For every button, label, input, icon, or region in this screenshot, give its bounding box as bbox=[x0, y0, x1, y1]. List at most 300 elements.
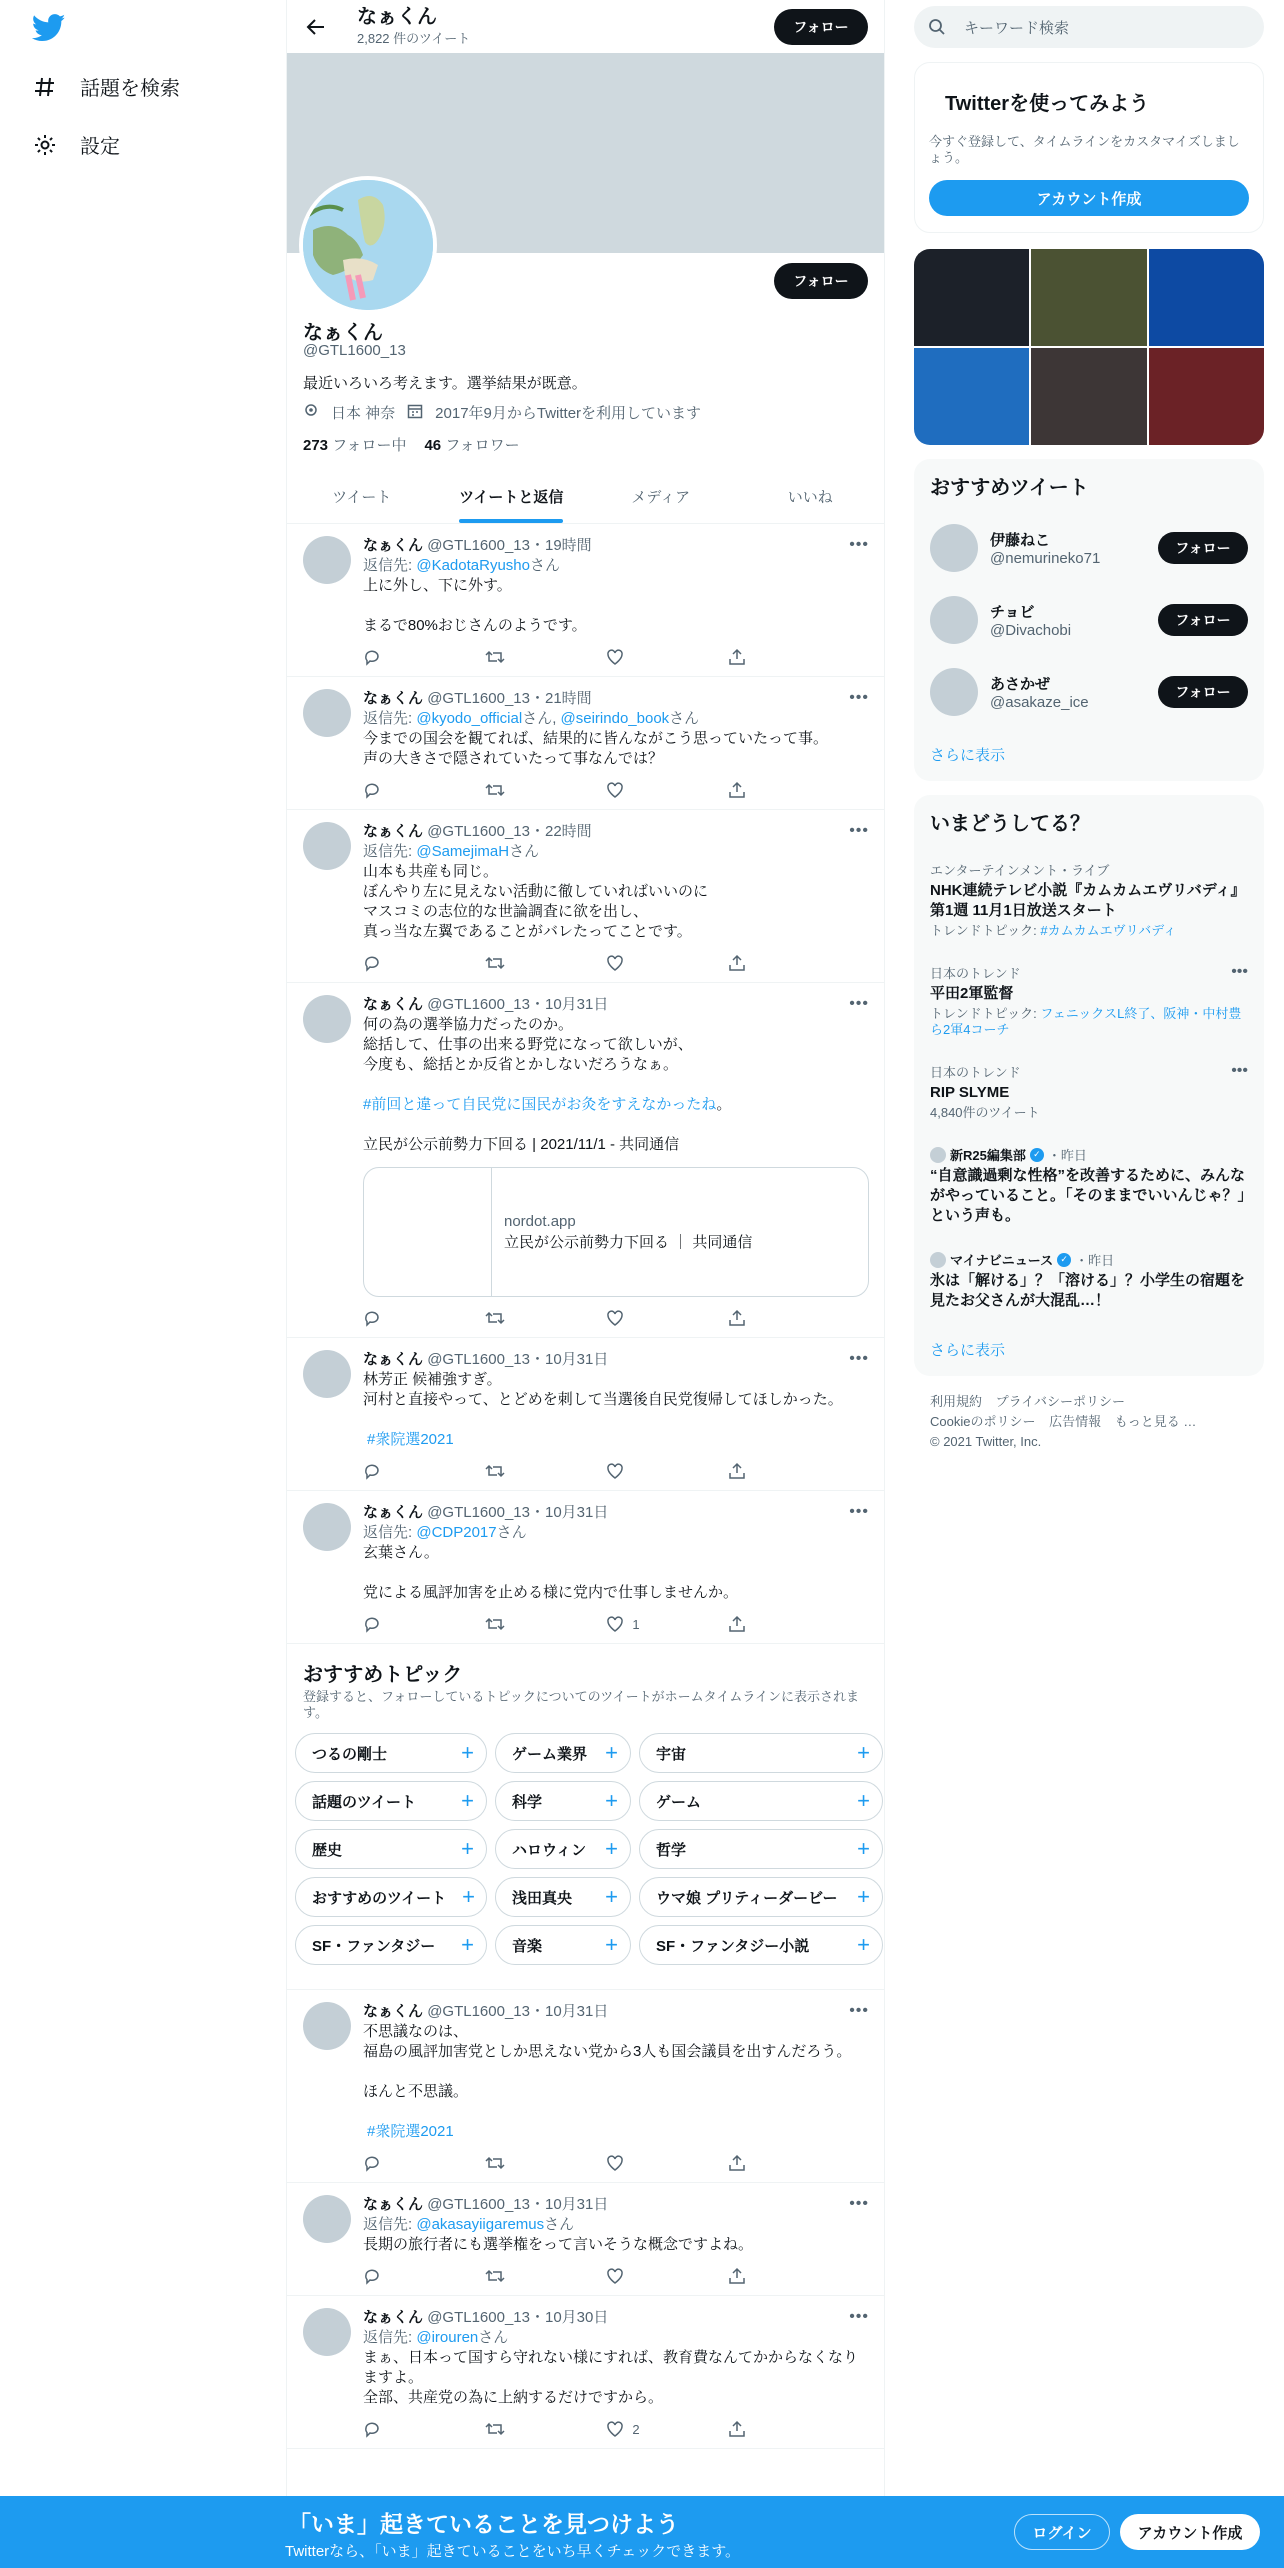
twitter-logo-icon[interactable] bbox=[32, 14, 66, 42]
topic-chip[interactable] bbox=[495, 1781, 631, 1821]
retweet-button[interactable] bbox=[485, 648, 545, 666]
nav-settings[interactable] bbox=[32, 130, 120, 159]
retweet-icon bbox=[485, 954, 505, 972]
nav-explore-label: 話題を検索 bbox=[80, 78, 180, 100]
user-handle: @nemurineko71 bbox=[990, 550, 1101, 567]
tweet-author-handle: @GTL1600_13 bbox=[427, 1504, 530, 1521]
topic-chip[interactable] bbox=[639, 1877, 883, 1917]
media-thumbnail[interactable] bbox=[1031, 249, 1146, 346]
user-name: あさかぜ bbox=[990, 676, 1051, 693]
heart-icon bbox=[606, 781, 624, 799]
tweet-author-name[interactable]: なぁくん bbox=[363, 690, 424, 707]
reply-suffix: さん bbox=[478, 2329, 509, 2346]
reply-icon bbox=[363, 2267, 381, 2285]
tweet-header: なぁくん @GTL1600_13・10月31日 bbox=[363, 1351, 609, 1368]
reply-prefix: 返信先: bbox=[363, 1524, 417, 1541]
tweet-time[interactable]: 10月31日 bbox=[545, 2003, 609, 2020]
tweet[interactable] bbox=[287, 1338, 885, 1491]
retweet-icon bbox=[485, 1309, 505, 1327]
heart-icon bbox=[606, 2154, 624, 2172]
footer-link[interactable]: Cookieのポリシー bbox=[930, 1414, 1036, 1429]
retweet-button[interactable] bbox=[485, 1309, 545, 1327]
reply-mention-link[interactable]: @SamejimaH bbox=[416, 843, 510, 860]
tweet-actions bbox=[363, 1460, 788, 1482]
plus-icon: + bbox=[605, 1836, 618, 1861]
retweet-icon bbox=[485, 2420, 505, 2438]
news-time: ・昨日 bbox=[1075, 1253, 1115, 1268]
tweet-author-name[interactable]: なぁくん bbox=[363, 1504, 424, 1521]
topic-label: ゲーム bbox=[656, 1793, 702, 1811]
tweet-author-name[interactable]: なぁくん bbox=[363, 1351, 424, 1368]
share-button[interactable] bbox=[728, 954, 788, 972]
reply-mention-link[interactable]: @akasayiigaremus bbox=[416, 2216, 545, 2233]
trend-category: 日本のトレンド bbox=[930, 966, 1021, 981]
topic-label: 宇宙 bbox=[656, 1745, 687, 1763]
plus-icon: + bbox=[605, 1932, 618, 1957]
trend-category: 日本のトレンド bbox=[930, 1065, 1021, 1080]
reply-mention-link[interactable]: @kyodo_official bbox=[416, 710, 523, 727]
header-name: なぁくん bbox=[357, 6, 437, 28]
following-count: 273 bbox=[303, 437, 329, 454]
more-icon[interactable]: ••• bbox=[849, 822, 869, 839]
avatar[interactable] bbox=[303, 822, 351, 870]
tweet-actions bbox=[363, 1307, 788, 1329]
topic-row bbox=[287, 1873, 885, 1921]
profile-joined: 2017年9月からTwitterを利用しています bbox=[435, 405, 702, 422]
share-icon bbox=[728, 2154, 746, 2172]
like-button[interactable] bbox=[606, 781, 666, 799]
topic-label: ゲーム業界 bbox=[512, 1745, 588, 1763]
reply-icon bbox=[363, 781, 381, 799]
news-title: “自意識過剰な性格”を改善するために、みんながやっていること。「そのままでいいんじゃ？」という声も。 bbox=[930, 1167, 1246, 1224]
hashtag-link[interactable]: #衆院選2021 bbox=[367, 2123, 454, 2140]
bottom-signup-bar bbox=[0, 2496, 1284, 2568]
create-account-button[interactable]: アカウント作成 bbox=[929, 180, 1249, 216]
plus-icon: + bbox=[605, 1884, 618, 1909]
verified-badge-icon: ✓ bbox=[1030, 1148, 1044, 1162]
tweet-time[interactable]: 10月31日 bbox=[545, 1351, 609, 1368]
trend-meta-link[interactable]: #カムカムエヴリバディ bbox=[1040, 923, 1177, 938]
bottom-bar-subtext: Twitterなら、「いま」起きていることをいち早くチェックできます。 bbox=[285, 2543, 741, 2560]
reply-suffix: さん bbox=[496, 1524, 527, 1541]
tweet-author-name[interactable]: なぁくん bbox=[363, 537, 424, 554]
reply-button[interactable] bbox=[363, 1462, 423, 1480]
share-icon bbox=[728, 2420, 746, 2438]
reply-button[interactable] bbox=[363, 648, 423, 666]
reply-button[interactable] bbox=[363, 1615, 423, 1633]
tweet[interactable] bbox=[287, 983, 885, 1338]
hashtag-icon bbox=[32, 74, 58, 100]
trend-meta-prefix: トレンドトピック: bbox=[930, 923, 1041, 938]
tweet[interactable] bbox=[287, 524, 885, 677]
topic-label: 浅田真央 bbox=[512, 1889, 573, 1907]
topic-chip[interactable] bbox=[639, 1733, 883, 1773]
trend-item[interactable] bbox=[914, 848, 1264, 951]
avatar[interactable] bbox=[930, 596, 978, 644]
reply-icon bbox=[363, 1615, 381, 1633]
news-title: 氷は「解ける」？「溶ける」？小学生の宿題を見たお父さんが大混乱…！ bbox=[930, 1272, 1246, 1309]
share-button[interactable] bbox=[728, 2267, 788, 2285]
topic-chip[interactable] bbox=[495, 1877, 631, 1917]
more-icon[interactable]: ••• bbox=[849, 995, 869, 1012]
avatar[interactable] bbox=[930, 668, 978, 716]
profile-bio: 最近いろいろ考えます。選挙結果が既意。 bbox=[303, 375, 587, 392]
avatar[interactable] bbox=[303, 2195, 351, 2243]
news-source: 新R25編集部 bbox=[950, 1148, 1026, 1163]
reply-mention-link[interactable]: @CDP2017 bbox=[416, 1524, 497, 1541]
retweet-icon bbox=[485, 2267, 505, 2285]
more-icon[interactable]: ••• bbox=[849, 536, 869, 553]
avatar[interactable] bbox=[303, 995, 351, 1043]
profile-name: なぁくん bbox=[303, 322, 383, 344]
topic-row bbox=[287, 1777, 885, 1825]
share-button[interactable] bbox=[728, 1615, 788, 1633]
media-thumbnail[interactable] bbox=[1149, 249, 1264, 346]
tweet-text: 林芳正 候補強すぎ。 河村と直接やって、とどめを刺して当選後自民党復帰してほしかった。 bbox=[363, 1371, 843, 1408]
who-to-follow bbox=[914, 459, 1264, 781]
tweet-text: 何の為の選挙協力だったのか。 総括して、仕事の出来る野党になって欲しいが、 今度も、総括とか反省とかしないだろうなぁ。 bbox=[363, 1016, 693, 1073]
tweet-time[interactable]: 10月30日 bbox=[545, 2309, 609, 2326]
news-source-line bbox=[930, 1250, 1248, 1269]
topic-chip[interactable] bbox=[295, 1733, 487, 1773]
tweet-author-handle: @GTL1600_13 bbox=[427, 690, 530, 707]
trend-title: RIP SLYME bbox=[930, 1084, 1010, 1101]
tweet-header: なぁくん @GTL1600_13・21時間 bbox=[363, 690, 592, 707]
plus-icon: + bbox=[605, 1740, 618, 1765]
tweet[interactable] bbox=[287, 1990, 885, 2183]
tweet[interactable] bbox=[287, 2183, 885, 2296]
news-source-avatar bbox=[930, 1147, 946, 1163]
bottom-bar-headline: 「いま」起きていることを見つけよう bbox=[288, 2511, 679, 2537]
following-link[interactable] bbox=[303, 434, 406, 455]
show-more-link[interactable]: さらに表示 bbox=[930, 747, 1006, 764]
tweet-author-name[interactable]: なぁくん bbox=[363, 823, 424, 840]
more-icon[interactable]: ••• bbox=[1231, 1062, 1248, 1079]
plus-icon: + bbox=[857, 1788, 870, 1813]
tweet-text: 今までの国会を観てれば、結果的に皆んながこう思っていたって事。 声の大きさで隠されていたって事なんでは？ bbox=[363, 730, 829, 767]
topic-chip[interactable] bbox=[295, 1781, 487, 1821]
retweet-button[interactable] bbox=[485, 781, 545, 799]
reply-prefix: 返信先: bbox=[363, 2216, 417, 2233]
reply-icon bbox=[363, 2154, 381, 2172]
share-icon bbox=[728, 954, 746, 972]
gear-icon bbox=[32, 132, 58, 158]
tweet[interactable] bbox=[287, 810, 885, 983]
tweet-time[interactable]: 10月31日 bbox=[545, 996, 609, 1013]
avatar[interactable] bbox=[303, 536, 351, 584]
tweet-author-handle: @GTL1600_13 bbox=[427, 2003, 530, 2020]
topic-chip[interactable] bbox=[295, 1877, 487, 1917]
topic-chip[interactable] bbox=[495, 1829, 631, 1869]
news-source-line bbox=[930, 1145, 1248, 1164]
plus-icon: + bbox=[857, 1740, 870, 1765]
media-thumbnail[interactable] bbox=[914, 249, 1029, 346]
reply-button[interactable] bbox=[363, 2154, 423, 2172]
topic-chip[interactable] bbox=[295, 1829, 487, 1869]
footer bbox=[914, 1376, 1264, 1468]
tweet-time[interactable]: 19時間 bbox=[545, 537, 592, 554]
reply-mention-link[interactable]: @seirindo_book bbox=[560, 710, 670, 727]
profile-avatar[interactable] bbox=[299, 176, 437, 314]
media-thumbnail[interactable] bbox=[1149, 348, 1264, 445]
trend-item[interactable] bbox=[914, 951, 1264, 1050]
heart-icon bbox=[606, 1309, 624, 1327]
reply-context bbox=[363, 842, 869, 862]
tab-tweets[interactable]: ツイート bbox=[332, 489, 392, 506]
retweet-icon bbox=[485, 1615, 505, 1633]
tweet[interactable] bbox=[287, 677, 885, 810]
footer-link[interactable]: プライバシーポリシー bbox=[995, 1394, 1125, 1409]
retweet-button[interactable] bbox=[485, 954, 545, 972]
tab-tweets-and-replies[interactable]: ツイートと返信 bbox=[437, 470, 587, 523]
topic-label: 話題のツイート bbox=[312, 1793, 416, 1811]
link-card-title: 立民が公示前勢力下回る ｜ 共同通信 bbox=[504, 1234, 753, 1251]
share-button[interactable] bbox=[728, 781, 788, 799]
media-thumbnail[interactable] bbox=[914, 348, 1029, 445]
topic-chip[interactable] bbox=[639, 1925, 883, 1965]
plus-icon: + bbox=[857, 1836, 870, 1861]
trend-category: エンターテインメント・ライブ bbox=[930, 863, 1110, 878]
reply-button[interactable] bbox=[363, 2267, 423, 2285]
right-sidebar bbox=[914, 0, 1264, 1468]
trend-item[interactable] bbox=[914, 1050, 1264, 1133]
topic-chip[interactable] bbox=[639, 1781, 883, 1821]
signup-box bbox=[914, 62, 1264, 233]
nav-settings-label: 設定 bbox=[80, 136, 120, 158]
news-item[interactable] bbox=[914, 1238, 1264, 1323]
tweet-author-handle: @GTL1600_13 bbox=[427, 996, 530, 1013]
topic-chip[interactable] bbox=[495, 1925, 631, 1965]
like-button[interactable] bbox=[606, 1615, 666, 1633]
like-button[interactable] bbox=[606, 2420, 666, 2438]
avatar[interactable] bbox=[303, 1503, 351, 1551]
tweet[interactable] bbox=[287, 1491, 885, 1644]
footer-link[interactable]: 利用規約 bbox=[930, 1394, 983, 1409]
topic-label: 音楽 bbox=[512, 1937, 543, 1955]
news-source: マイナビニュース bbox=[950, 1253, 1054, 1268]
retweet-button[interactable] bbox=[485, 2420, 545, 2438]
tweet-header: なぁくん @GTL1600_13・10月30日 bbox=[363, 2309, 609, 2326]
like-button[interactable] bbox=[606, 1309, 666, 1327]
link-card[interactable] bbox=[363, 1167, 869, 1297]
avatar[interactable] bbox=[930, 524, 978, 572]
trend-meta bbox=[930, 923, 1248, 939]
trends-box bbox=[914, 795, 1264, 1376]
reply-mention-link[interactable]: @KadotaRyusho bbox=[416, 557, 530, 574]
user-suggestion[interactable] bbox=[914, 512, 1264, 584]
tweet-header: なぁくん @GTL1600_13・10月31日 bbox=[363, 2003, 609, 2020]
hashtag-link[interactable]: #衆院選2021 bbox=[367, 1431, 454, 1448]
avatar[interactable] bbox=[303, 2002, 351, 2050]
reply-button[interactable] bbox=[363, 2420, 423, 2438]
share-icon bbox=[728, 1309, 746, 1327]
plus-icon: + bbox=[462, 1884, 475, 1909]
plus-icon: + bbox=[857, 1884, 870, 1909]
tab-media[interactable]: メディア bbox=[631, 489, 691, 506]
reply-suffix: さん bbox=[544, 2216, 575, 2233]
share-icon bbox=[728, 648, 746, 666]
more-icon[interactable]: ••• bbox=[1231, 963, 1248, 980]
tweet-author-name[interactable]: なぁくん bbox=[363, 2003, 424, 2020]
avatar[interactable] bbox=[303, 1350, 351, 1398]
reply-button[interactable] bbox=[363, 781, 423, 799]
reply-context bbox=[363, 556, 869, 576]
hashtag-link[interactable]: #前回と違って自民党に国民がお灸をすえなかったね bbox=[363, 1096, 717, 1113]
retweet-icon bbox=[485, 648, 505, 666]
profile-tabs bbox=[287, 470, 885, 524]
reply-icon bbox=[363, 1462, 381, 1480]
nav-explore[interactable] bbox=[32, 72, 180, 101]
more-icon[interactable]: ••• bbox=[849, 2002, 869, 2019]
reply-button[interactable] bbox=[363, 954, 423, 972]
more-icon[interactable]: ••• bbox=[849, 689, 869, 706]
login-button[interactable]: ログイン bbox=[1014, 2514, 1110, 2550]
show-more-link[interactable]: さらに表示 bbox=[930, 1342, 1006, 1359]
header-follow-button[interactable]: フォロー bbox=[774, 9, 868, 45]
footer-link[interactable]: もっと見る … bbox=[1114, 1414, 1197, 1429]
plus-icon: + bbox=[461, 1740, 474, 1765]
tweet-author-handle: @GTL1600_13 bbox=[427, 823, 530, 840]
follow-button[interactable]: フォロー bbox=[1158, 532, 1248, 564]
hashtag-line bbox=[363, 2122, 869, 2142]
trend-tweet-count: 4,840件のツイート bbox=[930, 1105, 1040, 1120]
tweet-author-name[interactable]: なぁくん bbox=[363, 996, 424, 1013]
topics-subtitle: 登録すると、フォローしているトピックについてのツイートがホームタイムラインに表示されます。 bbox=[303, 1689, 860, 1720]
avatar[interactable] bbox=[303, 2308, 351, 2356]
location-icon bbox=[303, 403, 319, 423]
calendar-icon bbox=[407, 403, 423, 423]
retweet-button[interactable] bbox=[485, 2267, 545, 2285]
trend-meta-link[interactable]: フェニックスL終了、阪神・中村豊ら2軍4コーチ bbox=[930, 1006, 1242, 1037]
tweet-text: 不思議なのは、 福島の風評加害党としか思えない党から3人も国会議員を出すんだろう。 ほんと不思議。 bbox=[363, 2023, 852, 2100]
media-thumbnail[interactable] bbox=[1031, 348, 1146, 445]
tweet-author-name[interactable]: なぁくん bbox=[363, 2309, 424, 2326]
more-icon[interactable]: ••• bbox=[849, 2195, 869, 2212]
topic-chip[interactable] bbox=[495, 1733, 631, 1773]
user-suggestion[interactable] bbox=[914, 656, 1264, 728]
share-button[interactable] bbox=[728, 648, 788, 666]
tweet-text: 玄葉さん。 党による風評加害を止める様に党内で仕事しませんか。 bbox=[363, 1544, 739, 1601]
trend-title: NHK連続テレビ小説『カムカムエヴリバディ』第1週 11月1日放送スタート bbox=[930, 882, 1246, 919]
tweet-time[interactable]: 10月31日 bbox=[545, 1504, 609, 1521]
topic-label: 科学 bbox=[512, 1793, 543, 1811]
tweet-time[interactable]: 22時間 bbox=[545, 823, 592, 840]
share-icon bbox=[728, 2267, 746, 2285]
search-icon bbox=[928, 18, 946, 36]
news-time: ・昨日 bbox=[1047, 1148, 1087, 1163]
tweet-actions bbox=[363, 779, 788, 801]
like-button[interactable] bbox=[606, 2154, 666, 2172]
tweet-time[interactable]: 21時間 bbox=[545, 690, 592, 707]
profile-header-bar bbox=[287, 0, 884, 53]
reply-prefix: 返信先: bbox=[363, 710, 417, 727]
tweet-actions bbox=[363, 2265, 788, 2287]
more-icon[interactable]: ••• bbox=[849, 2308, 869, 2325]
heart-icon bbox=[606, 2420, 624, 2438]
share-button[interactable] bbox=[728, 2420, 788, 2438]
follow-button[interactable]: フォロー bbox=[1158, 676, 1248, 708]
share-button[interactable] bbox=[728, 1309, 788, 1327]
user-handle: @Divachobi bbox=[990, 622, 1072, 639]
reply-button[interactable] bbox=[363, 1309, 423, 1327]
topic-chip[interactable] bbox=[639, 1829, 883, 1869]
who-to-follow-title: おすすめツイート bbox=[930, 477, 1089, 499]
retweet-icon bbox=[485, 2154, 505, 2172]
tweet-actions bbox=[363, 1613, 788, 1635]
reply-suffix: さん bbox=[669, 710, 700, 727]
follow-button[interactable]: フォロー bbox=[1158, 604, 1248, 636]
tweet-author-handle: @GTL1600_13 bbox=[427, 1351, 530, 1368]
tweet[interactable] bbox=[287, 2296, 885, 2449]
user-name: チョビ bbox=[990, 604, 1035, 621]
signup-title: Twitterを使ってみよう bbox=[945, 93, 1150, 115]
tweet-author-handle: @GTL1600_13 bbox=[427, 2196, 530, 2213]
media-grid bbox=[914, 249, 1264, 445]
tweet-actions bbox=[363, 646, 788, 668]
reply-icon bbox=[363, 2420, 381, 2438]
topic-chip[interactable] bbox=[295, 1925, 487, 1965]
more-icon[interactable]: ••• bbox=[849, 1503, 869, 1520]
avatar[interactable] bbox=[303, 689, 351, 737]
tweet-text-secondary: 立民が公示前勢力下回る | 2021/11/1 - 共同通信 bbox=[363, 1136, 680, 1153]
followers-link[interactable] bbox=[424, 434, 519, 455]
topic-label: 歴史 bbox=[312, 1841, 343, 1859]
like-button[interactable] bbox=[606, 648, 666, 666]
profile-follow-button[interactable]: フォロー bbox=[774, 263, 868, 299]
topic-label: おすすめのツイート bbox=[312, 1889, 447, 1907]
like-button[interactable] bbox=[606, 1462, 666, 1480]
signup-desc: 今すぐ登録して、タイムラインをカスタマイズしましょう。 bbox=[929, 134, 1240, 165]
like-button[interactable] bbox=[606, 954, 666, 972]
following-label: フォロー中 bbox=[332, 437, 407, 454]
like-button[interactable] bbox=[606, 2267, 666, 2285]
plus-icon: + bbox=[857, 1932, 870, 1957]
user-suggestion[interactable] bbox=[914, 584, 1264, 656]
tweet-time[interactable]: 10月31日 bbox=[545, 2196, 609, 2213]
share-button[interactable] bbox=[728, 2154, 788, 2172]
footer-link[interactable]: 広告情報 bbox=[1049, 1414, 1102, 1429]
share-icon bbox=[728, 781, 746, 799]
reply-mention-link[interactable]: @irouren bbox=[416, 2329, 479, 2346]
hashtag-line bbox=[363, 1095, 869, 1115]
tweet-actions bbox=[363, 2418, 788, 2440]
share-button[interactable] bbox=[728, 1462, 788, 1480]
search-box[interactable] bbox=[914, 6, 1264, 48]
tweet-author-handle: @GTL1600_13 bbox=[427, 2309, 530, 2326]
topic-label: SF・ファンタジー小説 bbox=[656, 1937, 810, 1955]
reply-context bbox=[363, 1523, 869, 1543]
profile-meta bbox=[303, 402, 701, 423]
retweet-button[interactable] bbox=[485, 1615, 545, 1633]
back-arrow-icon[interactable] bbox=[303, 14, 329, 40]
topics-title: おすすめトピック bbox=[303, 1664, 463, 1686]
signup-button[interactable]: アカウント作成 bbox=[1120, 2514, 1260, 2550]
link-card-domain: nordot.app bbox=[504, 1213, 576, 1230]
reply-suffix: さん bbox=[529, 557, 560, 574]
link-card-thumbnail bbox=[364, 1168, 492, 1296]
topic-row bbox=[287, 1729, 885, 1777]
heart-icon bbox=[606, 648, 624, 666]
tweet-header: なぁくん @GTL1600_13・19時間 bbox=[363, 537, 592, 554]
retweet-button[interactable] bbox=[485, 2154, 545, 2172]
tweet-author-name[interactable]: なぁくん bbox=[363, 2196, 424, 2213]
tab-likes[interactable]: いいね bbox=[787, 489, 833, 506]
reply-icon bbox=[363, 1309, 381, 1327]
retweet-button[interactable] bbox=[485, 1462, 545, 1480]
news-item[interactable] bbox=[914, 1133, 1264, 1238]
heart-icon bbox=[606, 1615, 624, 1633]
more-icon[interactable]: ••• bbox=[849, 1350, 869, 1367]
